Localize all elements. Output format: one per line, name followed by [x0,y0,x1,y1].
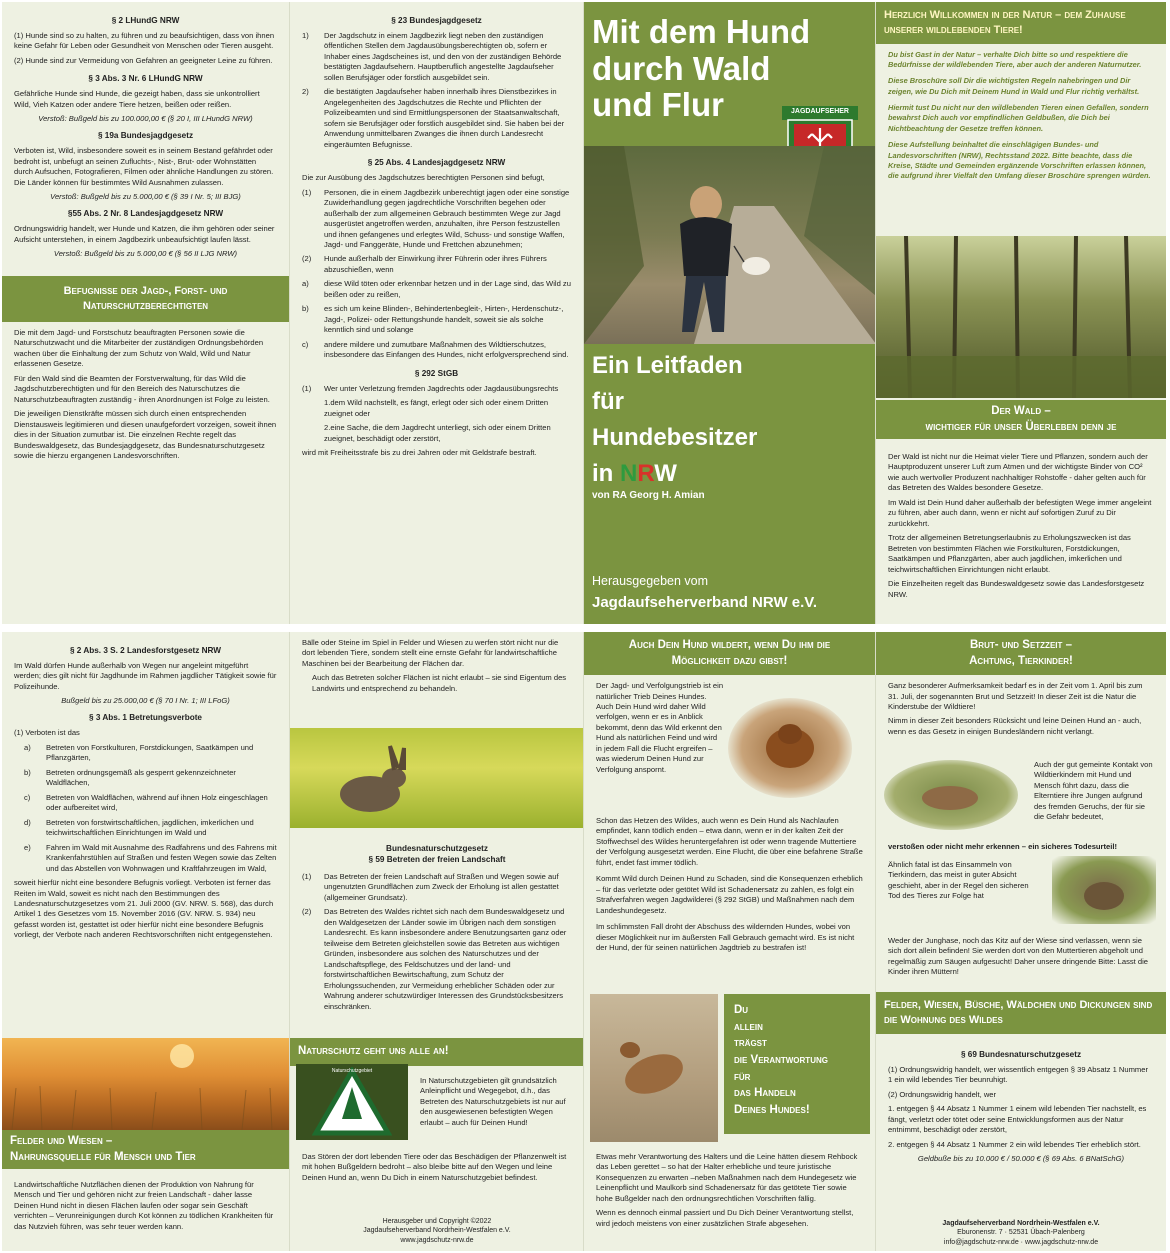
paragraph: 1.dem Wild nachstellt, es fängt, erlegt oder sich oder einem Dritten zueignet oder [324,398,549,418]
panel-wildern [584,632,876,1251]
penalty-note: Verstoß: Bußgeld bis zu 5.000,00 € (§ 56 II LJG NRW) [53,249,238,259]
logo-badge: JAGDAUFSEHER [782,106,858,182]
paragraph: Wenn es dennoch einmal passiert und Du Dich Deiner Verantwortung stellst, wird jedoch meistens von einer zusätzlichen Strafe abgesehen. [596,1208,854,1228]
paragraph: Der Wald ist nicht nur die Heimat vieler Tiere und Pflanzen, sondern auch der Hauptproduzent unserer Luft zum Atmen und der wichtigste Binder von CO² wie auch wertvoller Produzent nachhaltiger Rohstoffe - daher gelten auch für das Betreten des Waldes besondere Gesetze. [888,452,1148,493]
paragraph: Gefährliche Hunde sind Hunde, die gezeigt haben, dass sie unkontrolliert Wild, Vieh Katzen oder andere Tiere hetzen, beißen oder reißen. [14,89,260,109]
imprint-footer: Herausgeber und Copyright ©2022 Jagdaufseherverband Nordrhein-Westfalen e.V. www.jagdschutz-nrw.de [290,1217,584,1245]
paragraph: Diese Aufstellung beinhaltet die einschlägigen Bundes- und Landesvorschriften (NRW), Rechtsstand 2022. Bitte beachte, dass die Kreise, Städte und Gemeinden ergänzende Vorschriften erlassen können, die aufgrund ihrer Vielfalt den Umfang dieser Broschüre sprengen würden. [888,140,1151,181]
penalty-note: Bußgeld bis zu 25.000,00 € (§ 70 I Nr. 1; III LFoG) [61,696,230,706]
list-item: (1) Personen, die in einem Jagdbezirk unberechtigt jagen oder eine sonstige Zuwiderhandlung gegen jagdrechtliche Vorschriften begehen oder außerhalb der zum allgemeinen Gebrauch bestimmten Wege zur Jagd ausgerüstet angetroffen werden, anzuhalten, ihre Person festzustellen und ihnen gefangenes und erlegtes Wild, Schuss- und sonstige Waffen, Jagd- und Fanggeräte, Hunde und Frettchen abzunehmen; [302,187,570,249]
penalty-note: Geldbuße bis zu 10.000 € / 50.000 € (§ 69 Abs. 6 BNatSchG) [917,1154,1125,1164]
fawn-photo [884,760,1018,830]
killed-deer-photo [590,994,718,1142]
list-item: a) diese Wild töten oder erkennbar hetzen und in der Lage sind, das Wild zu beißen oder zu reißen, [302,279,571,299]
nature-reserve-sign: Naturschutzgebiet [296,1064,408,1140]
running-dog-photo [728,698,852,798]
paragraph: Du bist Gast in der Natur – verhalte Dich bitte so und respektiere die Bedürfnisse der wildlebenden Tiere, aber auch der anderen Naturnutzer. [888,49,1142,70]
section-band: Der Wald – wichtiger für unser Überleben denn je [876,400,1166,439]
paragraph: Hiermit tust Du nicht nur den wildlebenden Tieren einen Gefallen, sondern bewahrst Dich auch vor empfindlichen Geldbußen, die Dich bei Nichtbeachtung der Gesetze treffen können. [888,103,1149,133]
penalty-note: Verstoß: Bußgeld bis zu 100.000,00 € (§ 20 I, III LHundG NRW) [38,114,253,124]
paragraph: Ähnlich fatal ist das Einsammeln von Tierkindern, das meist in guter Absicht geschieht, aber in der Regel den sicheren Tod des Tieres zur Folge hat [888,860,1029,901]
heading: § 59 Betreten der freien Landschaft [368,855,506,864]
website-link[interactable]: www.jagdschutz-nrw.de [400,1236,474,1244]
paragraph: Auch der gut gemeinte Kontakt von Wildtierkindern mit Hund und Mensch führt dazu, dass die Elterntiere ihre Jungen aufgrund des fremden Geruchs, der für sie die Gefahr bedeutet, [1034,760,1153,822]
paragraph: Bälle oder Steine im Spiel in Felder und Wiesen zu werfen stört nicht nur die dort lebenden Tiere, sondern stellt eine ernste Gefahr für landwirtschaftliche Maschinen bei der Bearbeitung der Flächen dar. [302,638,559,668]
paragraph: Im Wald ist Dein Hund daher außerhalb der befestigten Wege immer angeleint zu führen, aber auch dann, wenn er nicht auf sofortigen Zuruf zu Dir zurückkehrt. [888,497,1152,528]
paragraph: Auch das Betreten solcher Flächen ist nicht erlaubt – sie sind Eigentum des Landwirts und entsprechend zu behandeln. [312,673,567,693]
penalty-note: Verstoß: Bußgeld bis zu 5.000,00 € (§ 39 I Nr. 5; III BJG) [50,192,241,202]
list-item: (1) Wer unter Verletzung fremden Jagdrechts oder Jagdausübungsrechts [302,383,559,393]
paragraph: (2) Hunde sind zur Vermeidung von Gefahren an geeigneter Leine zu führen. [14,55,273,65]
panel-forstgesetz [2,632,290,1251]
paragraph: wird mit Freiheitsstrafe bis zu drei Jahren oder mit Geldstrafe bestraft. [302,448,537,457]
list-item: (2) Das Betreten des Waldes richtet sich nach dem Bundeswaldgesetz und den Waldgesetzen der Länder sowie im Übrigen nach dem sonstigen Landesrecht. Es kann insbesondere andere Benutzungsarten ganz oder teilweise dem Betreten gleichstellen sowie das Betreten aus wichtigen Gründen, insbesondere aus solchen des Naturschutzes und der Landschaftspflege, des Feldschutzes und der land- und forstwirtschaftlichen Bewirtschaftung, zum Schutz der Erholungssuchenden, zur Vermeidung erheblicher Schäden oder zur Wahrung anderer schutzwürdiger Interessen des Grundstücksbesitzers einschränken. [302,907,567,1011]
paragraph: Das Stören der dort lebenden Tiere oder das Beschädigen der Pflanzenwelt ist mit hohen Bußgeldern bedroht – also bleibe bitte auf den Wegen und leine Deinen Hund an, wenn Du Dich in einem Naturschutzgebiet befindest. [302,1152,567,1182]
paragraph: Der Jagd- und Verfolgungstrieb ist ein natürlicher Trieb Deines Hundes. Auch Dein Hund wird daher Wild verfolgen, wenn er es in Anblick bekommt, denn das Wild erkennt den Hund als natürlichen Feind und wird in jedem Fall die Flucht ergreifen – was wiederum Deinen Hund zur Verfolgung anspornt. [596,681,724,774]
paragraph: 1. entgegen § 44 Absatz 1 Nummer 1 einem wild lebenden Tier nachstellt, es fängt, verletzt oder tötet oder seine Entwicklungsformen aus der Natur entnimmt, beschädigt oder zerstört, [888,1104,1147,1135]
heading: § 19a Bundesjagdgesetz [97,131,194,141]
paragraph: (1) Verboten ist das [14,728,80,738]
welcome-band: Herzlich Willkommen in der Natur – dem Zuhause unserer wildlebenden Tiere! [876,2,1166,44]
paragraph: Im schlimmsten Fall droht der Abschuss des wildernden Hundes, wobei von dieser Möglichkeit nur im äußersten Fall Gebrauch gemacht wird. Es ist nicht der Hund, der für seinen natürlichen Jagdtrieb zu bestrafen ist! [596,922,855,953]
heading: § 3 Abs. 3 Nr. 6 LHundG NRW [88,74,203,84]
cover-title: Mit dem Hund durch Wald und Flur [592,13,811,124]
list-item: b) es sich um keine Blinden-, Behindertenbegleit-, Hirten-, Herdenschutz-, Jagd-, Polizei- oder Rettungshunde handelt, soweit sie als solche kenntlich sind und solange [302,304,564,335]
paragraph: verstoßen oder nicht mehr erkennen – ein sicheres Todesurteil! [888,842,1118,851]
paragraph: In Naturschutzgebieten gilt grundsätzlich Anleinpflicht und Wegegebot, d.h., das Betreten des Naturschutzgebiets ist nur auf den ausgewiesenen befestigten Wegen erlaubt – auch für Deinen Hund! [420,1076,566,1127]
paragraph: Die jeweiligen Dienstkräfte müssen sich durch einen entsprechenden Dienstausweis legitimieren und diesen unaufgefordert vorzeigen, soweit ihnen dies in der Situation zumutbar ist. Die einzelnen Rechte regelt das Bundeswaldgesetz, das Bundesjagdgesetz, das Bundesnaturschutzgesetz sowie die hierzu ergangenen Landesvorschriften. [14,409,277,460]
young-hare-photo [1052,856,1156,924]
section-band: Felder und Wiesen – Nahrungsquelle für Mensch und Tier [2,1130,290,1169]
wheat-field-photo [2,1038,290,1130]
paragraph: Diese Broschüre soll Dir die wichtigsten Regeln nahebringen und Dir zeigen, wie Du Dich mit Deinem Hund in Wald und Flur richtig verhältst. [888,76,1140,96]
list-item: 1) Der Jagdschutz in einem Jagdbezirk liegt neben den zuständigen öffentlichen Stellen dem Jagdausübungsberechtigten ob, sofern er Inhaber eines Jagdscheines ist, und den von der zuständigen Behörde bestätigten Jagdaufsehern. Hauptberuflich angestellte Jagdaufseher sollen Berufsjäger oder forstlich ausgebildet sein. [302,31,562,82]
publisher-name: Jagdaufseherverband NRW e.V. [592,594,818,611]
brochure-outside [2,2,1166,624]
paragraph: soweit hierfür nicht eine besondere Befugnis vorliegt. Verboten ist ferner das Reiten im Wald, soweit es nicht nach den Bestimmungen des Landesnaturschutzgesetzes vom 21. Juli 2000 (GV. NRW. S. 568), das durch Artikel 1 des Gesetzes vom 15. November 2016 (GV. NRW. S. 934) neu gefasst worden ist, gestattet ist oder hierfür nicht eine besondere Befugnis vorliegt, der Verbote nach anderen Rechtsvorschriften nicht entgegenstehen. [14,878,274,940]
forest-photo [876,236,1166,398]
heading: § 25 Abs. 4 Landesjagdgesetz NRW [367,158,506,168]
paragraph: (2) Ordnungswidrig handelt, wer [888,1089,997,1099]
heading: § 2 LHundG NRW [111,16,180,25]
author: von RA Georg H. Amian [592,490,705,501]
list-item: a) Betreten von Forstkulturen, Forstdickungen, Saatkämpen und Pflanzgärten, [24,742,254,763]
section-band: Auch Dein Hund wildert, wenn Du ihm die Möglichkeit dazu gibst! [584,632,875,675]
list-item: d) Betreten von forstwirtschaftlichen, jagdlichen, imkerlichen und teichwirtschaftlichen Einrichtungen im Wald und [24,817,254,838]
panel-brutzeit [876,632,1166,1251]
panel-hundegesetz [2,2,290,624]
paragraph: Weder der Junghase, noch das Kitz auf der Wiese sind verlassen, wenn sie sich dort allein befinden! Sie werden dort von den Muttertieren abgeholt und regelmäßig zum Säugen aufgesucht! Daher unsere dringende Bitte: Lasst die Kinder ihren Müttern! [888,936,1149,977]
list-item: c) Betreten von Waldflächen, während auf ihnen Holz eingeschlagen oder aufbereitet wird, [24,792,268,813]
hare-photo [290,728,584,828]
responsibility-box: Du allein trägst die Verantwortung für das Handeln Deines Hundes! [724,994,870,1134]
paragraph: Ordnungswidrig handelt, wer Hunde und Katzen, die ihm gehören oder seiner Aufsicht unterstehen, in einem Jagdbezirk unbeaufsichtigt laufen lässt. [14,224,275,244]
heading: § 23 Bundesjagdgesetz [391,16,482,25]
paragraph: Die mit dem Jagd- und Forstschutz beauftragten Personen sowie die Naturschutzwacht und die Mitarbeiter der zuständigen Ordnungsbehörden wachen über die Einhaltung der zum Schutz von Wald, Wild und Natur erlassenen Gesetze. [14,327,264,369]
paragraph: Die Einzelheiten regelt das Bundeswaldgesetz sowie das Landesforstgesetz NRW. [888,579,1145,599]
paragraph: Etwas mehr Verantwortung des Halters und die Leine hätten diesem Rehbock das Leben gerettet – so hat der Halter erhebliche und teure juristische Konsequenzen zu erwarten –neben Maßnahmen nach dem Hundegesetz wie Leinenpflicht und Maulkorb sind Schadenersatz für das getötete Tier sowie hohe Bußgelder nach den ordnungsrechtlichen Vorschriften fällig. [596,1152,858,1203]
section-band: Befugnisse der Jagd-, Forst- und Naturschutzberechtigten [2,276,289,322]
section-band: Naturschutz geht uns alle an! [290,1038,584,1066]
publisher-label: Herausgegeben vom [592,574,709,588]
paragraph: Nimm in dieser Zeit besonders Rücksicht und leine Deinen Hund an - auch, wenn es das Gesetz in einigen Bundesländern nicht verlangt. [888,716,1142,736]
paragraph: Ganz besonderer Aufmerksamkeit bedarf es in der Zeit vom 1. April bis zum 31. Juli, der sogenannten Brut und Setzzeit! In dieser Zeit ist die Natur die Kinderstube der Wildtiere! [888,681,1143,711]
section-band: Felder, Wiesen, Büsche, Wäldchen und Dickungen sind die Wohnung des Wildes [876,992,1166,1034]
list-item: (1) Das Betreten der freien Landschaft auf Straßen und Wegen sowie auf ungenutzten Grundflächen zum Zweck der Erholung ist allen gestattet (allgemeiner Grundsatz). [302,872,559,902]
section-band: Brut- und Setzzeit – Achtung, Tierkinder! [876,632,1166,675]
paragraph: Im Wald dürfen Hunde außerhalb von Wegen nur angeleint mitgeführt werden; dies gilt nicht für Jagdhunde im Rahmen jagdlicher Tätigkeit sowie für Polizeihunde. [14,661,277,691]
brochure-inside [2,632,1166,1251]
paragraph: Landwirtschaftliche Nutzflächen dienen der Produktion von Nahrung für Mensch und Tier und gehören nicht zur freien Landschaft - daher lasse Deinen Hund nicht in diesen Flächen laufen oder sogar sein Geschäft verrichten – Verunreinigungen durch Kot können zu tödlichen Krankheiten für das Nutzvieh führen, was sehr teuer werden kann. [14,1180,274,1231]
paragraph: (1) Hunde sind so zu halten, zu führen und zu beaufsichtigen, dass von ihnen keine Gefahr für Leben oder Gesundheit von Menschen oder Tieren ausgeht. [14,31,275,51]
panel-jagdgesetz [290,2,584,624]
list-item: c) andere mildere und zumutbare Maßnahmen des Wildtierschutzes, insbesondere das Einfangen des Hundes, nicht erfolgversprechend sind. [302,339,569,360]
nrw-r: R [637,460,655,487]
cover-subtitle: Ein Leitfaden für Hundebesitzer in NRW [592,352,758,487]
heading: § 292 StGB [414,368,459,378]
heading: §55 Abs. 2 Nr. 8 Landesjagdgesetz NRW [67,209,224,219]
paragraph: Kommt Wild durch Deinen Hund zu Schaden, sind die Konsequenzen erheblich – für das verletzte oder getötet Wild ist Schadenersatz zu zahlen, es folgt ein Strafverfahren wegen Jagdwilderei (§ 292 StGB) und Maßnahmen nach dem Landeshundegesetz. [596,874,863,915]
heading: Bundesnaturschutzgesetz [386,844,488,853]
association-footer: Jagdaufseherverband Nordrhein-Westfalen e.V. Eburonenstr. 7 · 52531 Übach-Palenberg info@jagdschutz-nrw.de · www.jagdschutz-nrw.de [876,1219,1166,1247]
list-item: e) Fahren im Wald mit Ausnahme des Radfahrens und des Fahrens mit Krankenfahrstühlen auf Straßen und festen Wegen sowie das Zelten und das Abstellen von Wohnwagen und Kraftfahrzeugen im Wald, [24,842,277,873]
contact-links[interactable]: info@jagdschutz-nrw.de · www.jagdschutz-nrw.de [943,1238,1099,1246]
list-item: 2) die bestätigten Jagdaufseher haben innerhalb ihres Dienstbezirkes in Angelegenheiten des Jagdschutzes die Rechte und Pflichten der Polizeibeamten und sind Ermittlungspersonen der Staatsanwaltschaft, sofern sie Berufsjäger oder forstlich ausgebildet sind. Sie haben bei der Anwendung unmittelbaren Zwanges die ihnen durch Landesrecht eingeräumten Befugnisse. [302,87,565,149]
paragraph: Schon das Hetzen des Wildes, auch wenn es Dein Hund als Nachlaufen empfindet, kann tödlich enden – etwa dann, wenn er in der kalten Zeit der Stoffwechsel des Wildes heruntergefahren ist oder wenn tragende Muttertiere der Verfolgung ausgesetzt werden. Eine Flucht, die über eine befahrene Straße führt, endet fast immer tödlich. [596,816,863,867]
paragraph: 2.eine Sache, die dem Jagdrecht unterliegt, sich oder einem Dritten zueignet, beschädigt oder zerstört, [324,423,551,443]
heading: § 3 Abs. 1 Betretungsverbote [89,713,202,723]
paragraph: Für den Wald sind die Beamten der Forstverwaltung, für das Wild die Jagdschutzberechtigten und für den Bereich des Naturschutzes die Naturschutzbeauftragten zuständig - ihren Anordnungen ist Folge zu leisten. [14,373,270,404]
paragraph: (1) Ordnungswidrig handelt, wer wissentlich entgegen § 39 Absatz 1 Nummer 1 ein wild lebendes Tier beunruhigt. [888,1065,1149,1085]
heading: § 69 Bundesnaturschutzgesetz [960,1050,1082,1059]
cover-panel [584,2,876,624]
nrw-w: W [654,460,677,487]
panel-naturschutz [290,632,584,1251]
panel-willkommen [876,2,1166,624]
list-item: (2) Hunde außerhalb der Einwirkung ihrer Führerin oder ihres Führers abzuschießen, wenn [302,254,547,274]
paragraph: 2. entgegen § 44 Absatz 1 Nummer 2 ein wild lebendes Tier erheblich stört. [888,1139,1141,1149]
heading: § 2 Abs. 3 S. 2 Landesforstgesetz NRW [69,646,222,655]
nrw-n: N [620,460,638,487]
paragraph: Verboten ist, Wild, insbesondere soweit es in seinem Bestand gefährdet oder bedroht ist, unbefugt an seinen Zufluchts-, Nist-, Brut- oder Wohnstätten durch Aufsuchen, Fotografieren, Filmen oder ähnliche Handlungen zu stören. Die Länder können für bestimmtes Wild Ausnahmen zulassen. [14,146,274,187]
paragraph: Trotz der allgemeinen Betretungserlaubnis zu Erholungszwecken ist das Betreten von bestimmten Flächen wie Forstkulturen, Forstdickungen, Saatkämpen und Pflanzgärten, aber auch jagdlichen, imkerlichen und teichwirtschaftlichen Einrichtungen nicht erlaubt. [888,533,1131,574]
list-item: b) Betreten ordnungsgemäß als gesperrt gekennzeichneter Waldflächen, [24,767,236,788]
paragraph: Die zur Ausübung des Jagdschutzes berechtigten Personen sind befugt, [302,173,545,183]
hero-photo-walker-dog [584,146,876,344]
